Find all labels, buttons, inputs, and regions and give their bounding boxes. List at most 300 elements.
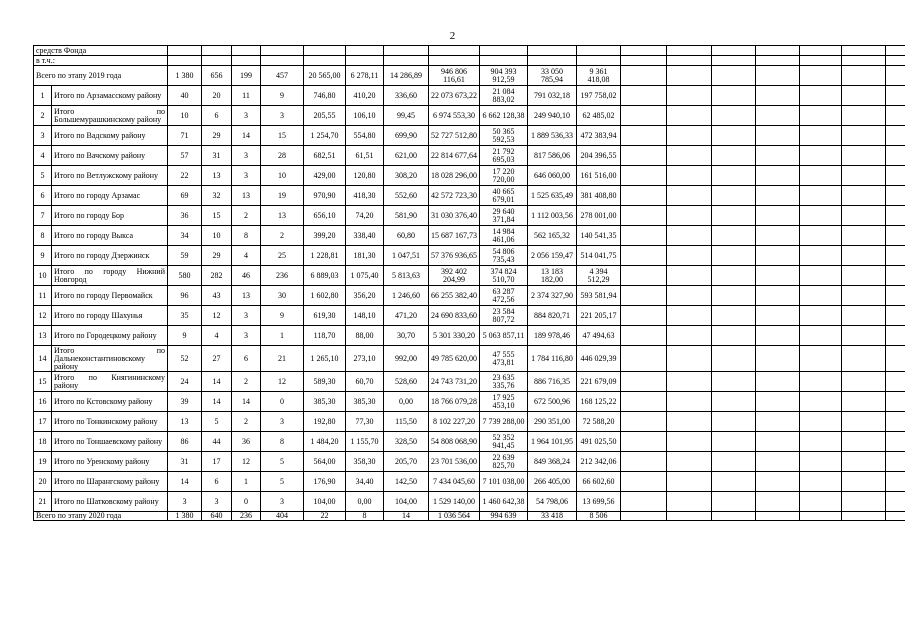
row-value: 1 525 635,49 (528, 186, 577, 206)
row-value: 47 555 473,81 (480, 346, 528, 372)
empty-cell (800, 412, 842, 432)
empty-cell (621, 246, 667, 266)
empty-cell (886, 46, 905, 56)
table-row (34, 186, 905, 206)
empty-cell (800, 66, 842, 86)
empty-cell (886, 66, 905, 86)
empty-cell (756, 66, 800, 86)
row-value: 46 (232, 266, 261, 286)
row-value: 0,00 (346, 492, 384, 512)
empty-cell (756, 126, 800, 146)
row-value: 8 (232, 226, 261, 246)
empty-cell (667, 246, 712, 266)
empty-cell (384, 56, 429, 66)
empty-cell (886, 346, 905, 372)
district-name: Итого по Шарангскому району (52, 472, 168, 492)
empty-cell (756, 346, 800, 372)
row-value: 0,00 (384, 392, 429, 412)
empty-cell (712, 412, 756, 432)
district-name: Итого по городу Арзамас (52, 186, 168, 206)
row-value: 13 699,56 (577, 492, 621, 512)
row-value: 34 (168, 226, 202, 246)
empty-cell (842, 66, 886, 86)
row-number: 10 (34, 266, 52, 286)
row-value: 1 075,40 (346, 266, 384, 286)
empty-cell (621, 512, 667, 521)
row-value: 1 484,20 (304, 432, 346, 452)
row-value: 66 602,60 (577, 472, 621, 492)
empty-cell (712, 346, 756, 372)
empty-cell (842, 306, 886, 326)
empty-cell (842, 472, 886, 492)
empty-cell (621, 166, 667, 186)
empty-cell (800, 186, 842, 206)
empty-cell (800, 146, 842, 166)
empty-cell (886, 186, 905, 206)
row-value: 12 (202, 306, 232, 326)
row-value: 399,20 (304, 226, 346, 246)
row-value: 5 (261, 472, 304, 492)
row-value: 1 155,70 (346, 432, 384, 452)
row-value: 3 (232, 326, 261, 346)
empty-cell (800, 326, 842, 346)
row-value: 5 301 330,20 (429, 326, 480, 346)
row-value: 57 376 936,65 (429, 246, 480, 266)
row-number: 16 (34, 392, 52, 412)
row-value: 13 (232, 286, 261, 306)
empty-cell (800, 56, 842, 66)
row-value: 5 (261, 452, 304, 472)
row-value: 2 374 327,90 (528, 286, 577, 306)
row-value: 1 047,51 (384, 246, 429, 266)
row-value: 385,30 (304, 392, 346, 412)
row-value: 54 798,06 (528, 492, 577, 512)
row-value: 392 402 204,99 (429, 266, 480, 286)
empty-cell (621, 452, 667, 472)
empty-cell (712, 432, 756, 452)
row-value: 552,60 (384, 186, 429, 206)
row-value: 5 (202, 412, 232, 432)
row-value: 21 084 883,02 (480, 86, 528, 106)
empty-cell (667, 266, 712, 286)
row-value: 593 581,94 (577, 286, 621, 306)
row-value: 54 806 735,43 (480, 246, 528, 266)
table-row (34, 126, 905, 146)
row-value: 491 025,50 (577, 432, 621, 452)
row-value: 3 (232, 306, 261, 326)
row-number: 1 (34, 86, 52, 106)
row-value: 14 (232, 392, 261, 412)
empty-cell (667, 512, 712, 521)
row-value: 410,20 (346, 86, 384, 106)
row-value: 140 541,35 (577, 226, 621, 246)
empty-cell (756, 86, 800, 106)
empty-cell (886, 512, 905, 521)
row-value: 429,00 (304, 166, 346, 186)
row-value: 14 (232, 126, 261, 146)
row-value: 2 (261, 226, 304, 246)
row-value: 15 (202, 206, 232, 226)
row-number: 6 (34, 186, 52, 206)
empty-cell (712, 206, 756, 226)
row-value: 52 352 941,45 (480, 432, 528, 452)
row-value: 11 (232, 86, 261, 106)
empty-cell (712, 472, 756, 492)
row-value: 40 (168, 86, 202, 106)
district-name: Итого по городу Бор (52, 206, 168, 226)
row-number: 3 (34, 126, 52, 146)
total-2020-row (34, 512, 905, 521)
row-value: 5 813,63 (384, 266, 429, 286)
empty-cell (621, 266, 667, 286)
empty-cell (667, 146, 712, 166)
empty-cell (756, 56, 800, 66)
empty-cell (168, 46, 202, 56)
row-number: 11 (34, 286, 52, 306)
table-row (34, 326, 905, 346)
total-2020-value: 8 506 (577, 512, 621, 521)
row-value: 60,80 (384, 226, 429, 246)
district-name: Итого по Большемурашкинскому району (52, 106, 168, 126)
total-2020-value: 33 418 (528, 512, 577, 521)
row-value: 221 205,17 (577, 306, 621, 326)
table-row (34, 286, 905, 306)
district-name: Итого по городу Дзержинск (52, 246, 168, 266)
empty-cell (756, 306, 800, 326)
row-value: 672 500,96 (528, 392, 577, 412)
row-value: 3 (261, 492, 304, 512)
row-number: 21 (34, 492, 52, 512)
row-value: 13 (202, 166, 232, 186)
total-2020-value: 1 036 564 (429, 512, 480, 521)
empty-cell (800, 206, 842, 226)
empty-cell (756, 146, 800, 166)
row-value: 23 584 807,72 (480, 306, 528, 326)
row-value: 746,80 (304, 86, 346, 106)
empty-cell (712, 266, 756, 286)
empty-cell (842, 346, 886, 372)
table-row (34, 246, 905, 266)
row-value: 161 516,00 (577, 166, 621, 186)
row-value: 104,00 (304, 492, 346, 512)
total-2019-value: 199 (232, 66, 261, 86)
empty-cell (346, 56, 384, 66)
empty-cell (621, 56, 667, 66)
row-value: 356,20 (346, 286, 384, 306)
row-value: 25 (261, 246, 304, 266)
empty-cell (712, 492, 756, 512)
row-value: 358,30 (346, 452, 384, 472)
empty-cell (756, 106, 800, 126)
row-value: 13 (261, 206, 304, 226)
empty-cell (756, 286, 800, 306)
total-2019-value: 656 (202, 66, 232, 86)
row-value: 106,10 (346, 106, 384, 126)
row-value: 308,20 (384, 166, 429, 186)
empty-cell (886, 246, 905, 266)
empty-cell (756, 246, 800, 266)
row-number: 20 (34, 472, 52, 492)
row-value: 385,30 (346, 392, 384, 412)
empty-cell (168, 56, 202, 66)
empty-cell (621, 226, 667, 246)
district-name: Итого по Тоншаевскому району (52, 432, 168, 452)
empty-cell (842, 392, 886, 412)
row-value: 3 (261, 412, 304, 432)
empty-cell (621, 206, 667, 226)
empty-cell (800, 512, 842, 521)
row-value: 992,00 (384, 346, 429, 372)
row-value: 189 978,46 (528, 326, 577, 346)
row-value: 72 588,20 (577, 412, 621, 432)
row-value: 29 640 371,84 (480, 206, 528, 226)
total-2020-value: 8 (346, 512, 384, 521)
empty-cell (712, 226, 756, 246)
empty-cell (800, 166, 842, 186)
empty-cell (712, 512, 756, 521)
total-label: Всего по этапу 2019 года (34, 66, 168, 86)
row-value: 204 396,55 (577, 146, 621, 166)
row-value: 118,70 (304, 326, 346, 346)
row-value: 7 739 288,00 (480, 412, 528, 432)
total-2019-row (34, 66, 905, 86)
row-value: 24 690 833,60 (429, 306, 480, 326)
row-value: 2 056 159,47 (528, 246, 577, 266)
row-value: 17 925 453,10 (480, 392, 528, 412)
row-value: 446 029,39 (577, 346, 621, 372)
empty-cell (886, 392, 905, 412)
row-value: 6 662 128,38 (480, 106, 528, 126)
row-value: 57 (168, 146, 202, 166)
row-value: 338,40 (346, 226, 384, 246)
empty-cell (621, 46, 667, 56)
total-2020-value: 22 (304, 512, 346, 521)
empty-cell (842, 86, 886, 106)
empty-cell (756, 226, 800, 246)
district-name: Итого по Кстовскому району (52, 392, 168, 412)
table-row (34, 412, 905, 432)
empty-cell (712, 146, 756, 166)
row-value: 21 792 695,03 (480, 146, 528, 166)
table-row (34, 86, 905, 106)
row-value: 36 (168, 206, 202, 226)
empty-cell (842, 146, 886, 166)
row-value: 514 041,75 (577, 246, 621, 266)
row-value: 418,30 (346, 186, 384, 206)
row-number: 15 (34, 372, 52, 392)
row-value: 1 246,60 (384, 286, 429, 306)
row-value: 22 073 673,22 (429, 86, 480, 106)
row-value: 96 (168, 286, 202, 306)
row-value: 6 (232, 346, 261, 372)
row-value: 15 687 167,73 (429, 226, 480, 246)
row-value: 22 639 825,70 (480, 452, 528, 472)
empty-cell (886, 126, 905, 146)
district-name: Итого по городу Нижний Новгород (52, 266, 168, 286)
row-value: 30 (261, 286, 304, 306)
row-value: 14 (168, 472, 202, 492)
district-name: Итого по Шатковскому району (52, 492, 168, 512)
empty-cell (800, 86, 842, 106)
empty-cell (577, 46, 621, 56)
total-2020-value: 994 639 (480, 512, 528, 521)
empty-cell (800, 126, 842, 146)
empty-cell (621, 66, 667, 86)
table-row (34, 226, 905, 246)
empty-cell (667, 492, 712, 512)
empty-cell (528, 56, 577, 66)
page-number: 2 (449, 30, 456, 42)
total-2019-value: 457 (261, 66, 304, 86)
empty-cell (842, 46, 886, 56)
row-value: 14 (202, 372, 232, 392)
empty-cell (621, 432, 667, 452)
row-value: 17 220 720,00 (480, 166, 528, 186)
row-value: 7 434 045,60 (429, 472, 480, 492)
empty-cell (346, 46, 384, 56)
row-value: 580 (168, 266, 202, 286)
row-value: 0 (261, 392, 304, 412)
empty-cell (621, 186, 667, 206)
table-row (34, 146, 905, 166)
empty-cell (800, 472, 842, 492)
empty-cell (667, 166, 712, 186)
row-value: 21 (261, 346, 304, 372)
row-value: 1 254,70 (304, 126, 346, 146)
empty-cell (756, 432, 800, 452)
empty-cell (202, 46, 232, 56)
empty-cell (842, 246, 886, 266)
empty-cell (712, 106, 756, 126)
total-2019-value: 946 806 116,61 (429, 66, 480, 86)
row-value: 17 (202, 452, 232, 472)
row-value: 12 (261, 372, 304, 392)
row-value: 581,90 (384, 206, 429, 226)
row-value: 221 679,09 (577, 372, 621, 392)
empty-cell (304, 46, 346, 56)
empty-cell (886, 472, 905, 492)
empty-cell (667, 326, 712, 346)
row-value: 471,20 (384, 306, 429, 326)
empty-cell (886, 432, 905, 452)
table-row (34, 492, 905, 512)
row-value: 2 (232, 372, 261, 392)
row-number: 12 (34, 306, 52, 326)
empty-cell (800, 246, 842, 266)
empty-cell (712, 326, 756, 346)
row-value: 10 (261, 166, 304, 186)
row-value: 74,20 (346, 206, 384, 226)
empty-cell (621, 326, 667, 346)
table-row (34, 472, 905, 492)
row-value: 273,10 (346, 346, 384, 372)
empty-cell (667, 432, 712, 452)
empty-cell (842, 206, 886, 226)
row-value: 3 (261, 106, 304, 126)
empty-cell (886, 206, 905, 226)
empty-cell (800, 492, 842, 512)
empty-cell (712, 306, 756, 326)
row-value: 13 (232, 186, 261, 206)
empty-cell (667, 46, 712, 56)
row-value: 205,70 (384, 452, 429, 472)
district-name: Итого по Уренскому району (52, 452, 168, 472)
empty-cell (842, 126, 886, 146)
row-value: 19 (261, 186, 304, 206)
row-value: 4 394 512,29 (577, 266, 621, 286)
row-value: 62 485,02 (577, 106, 621, 126)
empty-cell (667, 226, 712, 246)
empty-cell (800, 372, 842, 392)
empty-cell (756, 372, 800, 392)
row-value: 63 287 472,56 (480, 286, 528, 306)
empty-cell (842, 186, 886, 206)
empty-cell (261, 56, 304, 66)
row-value: 192,80 (304, 412, 346, 432)
empty-cell (712, 392, 756, 412)
row-value: 1 529 140,00 (429, 492, 480, 512)
row-value: 71 (168, 126, 202, 146)
row-value: 7 101 038,00 (480, 472, 528, 492)
row-value: 31 030 376,40 (429, 206, 480, 226)
empty-cell (621, 146, 667, 166)
row-value: 2 (232, 412, 261, 432)
row-number: 9 (34, 246, 52, 266)
empty-cell (712, 246, 756, 266)
row-value: 282 (202, 266, 232, 286)
empty-cell (621, 106, 667, 126)
row-value: 249 940,10 (528, 106, 577, 126)
district-name: Итого по Тонкинскому району (52, 412, 168, 432)
data-table (33, 45, 905, 521)
row-value: 8 102 227,20 (429, 412, 480, 432)
row-value: 52 (168, 346, 202, 372)
empty-cell (886, 492, 905, 512)
empty-cell (842, 286, 886, 306)
row-value: 59 (168, 246, 202, 266)
row-value: 18 766 079,28 (429, 392, 480, 412)
row-value: 69 (168, 186, 202, 206)
empty-cell (886, 56, 905, 66)
row-value: 10 (168, 106, 202, 126)
empty-cell (800, 306, 842, 326)
row-value: 176,90 (304, 472, 346, 492)
row-value: 142,50 (384, 472, 429, 492)
empty-cell (232, 56, 261, 66)
row-value: 266 405,00 (528, 472, 577, 492)
row-value: 50 365 592,53 (480, 126, 528, 146)
row-value: 6 (202, 106, 232, 126)
empty-cell (621, 492, 667, 512)
empty-cell (261, 46, 304, 56)
empty-cell (667, 86, 712, 106)
table-row (34, 392, 905, 412)
row-value: 1 964 101,95 (528, 432, 577, 452)
table-row (34, 432, 905, 452)
district-name: Итого по городу Первомайск (52, 286, 168, 306)
header-label: в т.ч.: (34, 56, 168, 66)
row-value: 1 460 642,38 (480, 492, 528, 512)
empty-cell (384, 46, 429, 56)
row-value: 791 032,18 (528, 86, 577, 106)
row-value: 52 727 512,80 (429, 126, 480, 146)
row-value: 589,30 (304, 372, 346, 392)
empty-cell (712, 372, 756, 392)
row-value: 54 808 068,90 (429, 432, 480, 452)
empty-cell (756, 206, 800, 226)
row-value: 1 (232, 472, 261, 492)
empty-cell (667, 306, 712, 326)
